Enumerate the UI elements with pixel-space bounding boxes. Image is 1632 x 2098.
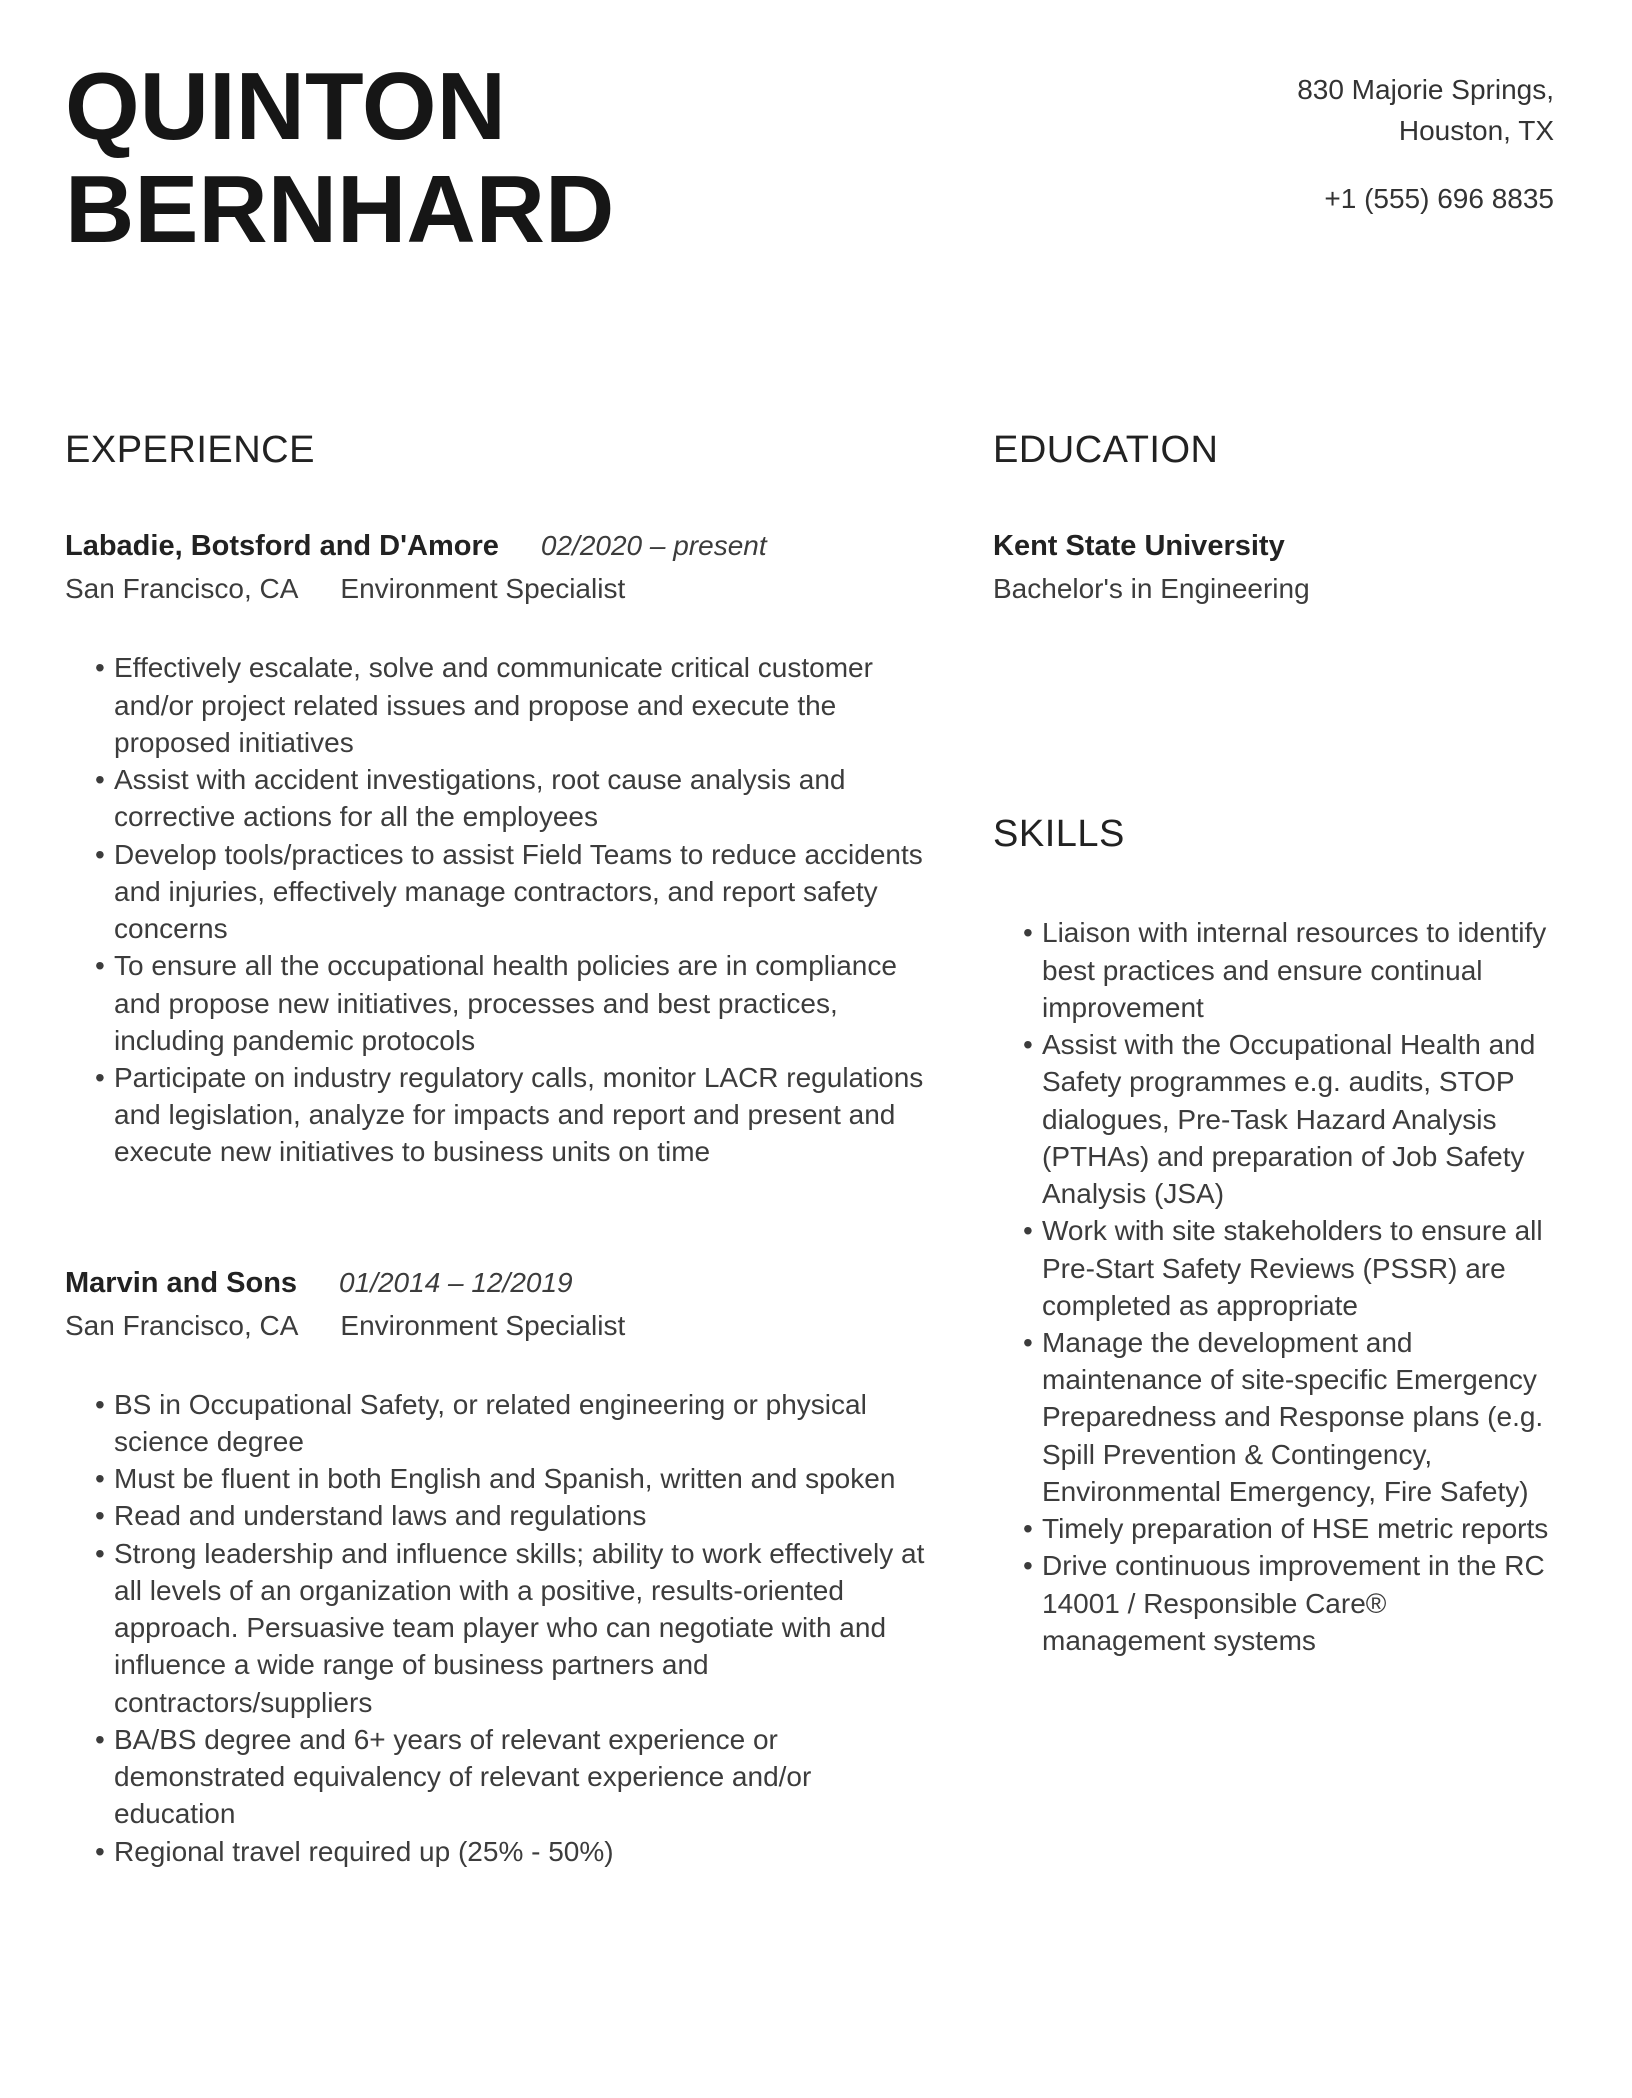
education-section xyxy=(993,429,1554,605)
job-subheader xyxy=(65,1310,937,1342)
left-column xyxy=(65,429,937,1965)
bullet-item: • Strong leadership and influence skills; ability to work effectively at all levels of an organization with a positive, results-oriented approach. Persuasive team player who can negotiate with and influence a wide range of business partners and contractors/suppliers xyxy=(95,1535,937,1721)
phone-number: +1 (555) 696 8835 xyxy=(1324,183,1554,215)
job-title: Environment Specialist xyxy=(340,573,626,605)
name-line-2: BERNHARD xyxy=(65,155,615,263)
bullet-item: • Participate on industry regulatory calls, monitor LACR regulations and legislation, analyze for impacts and report and present and execute new initiatives to business units on time xyxy=(95,1059,937,1171)
job-location: San Francisco, CA xyxy=(65,1309,299,1341)
company-name: Marvin and Sons xyxy=(65,1266,298,1299)
address-line-2: Houston, TX xyxy=(1398,114,1554,146)
job-entry xyxy=(65,530,937,1170)
skill-item: • Timely preparation of HSE metric reports xyxy=(1023,1510,1554,1547)
bullet-item: • Read and understand laws and regulations xyxy=(95,1497,937,1534)
skill-item: • Assist with the Occupational Health and Safety programmes e.g. audits, STOP dialogues, Pre-Task Hazard Analysis (PTHAs) and preparation of Job Safety Analysis (JSA) xyxy=(1023,1026,1554,1212)
bullet-item: • BS in Occupational Safety, or related engineering or physical science degree xyxy=(95,1386,937,1460)
job-location: San Francisco, CA xyxy=(65,573,299,605)
job-bullet-list xyxy=(65,649,937,1170)
job-bullet-list xyxy=(65,1386,937,1870)
skill-item: • Liaison with internal resources to identify best practices and ensure continual improvement xyxy=(1023,914,1554,1026)
right-column xyxy=(993,429,1554,1965)
degree: Bachelor's in Engineering xyxy=(993,573,1310,605)
skills-list xyxy=(993,914,1554,1659)
job-header xyxy=(65,1267,937,1300)
bullet-item: • BA/BS degree and 6+ years of relevant experience or demonstrated equivalency of relevant experience and/or education xyxy=(95,1721,937,1833)
bullet-item: • Must be fluent in both English and Spanish, written and spoken xyxy=(95,1460,937,1497)
experience-heading: EXPERIENCE xyxy=(65,429,315,472)
job-subheader xyxy=(65,573,937,605)
name-line-1: QUINTON xyxy=(65,53,506,160)
job-entry xyxy=(65,1267,937,1870)
job-header xyxy=(65,530,937,563)
company-name: Labadie, Botsford and D'Amore xyxy=(65,530,499,563)
address-line-1: 830 Majorie Springs, xyxy=(1297,74,1554,105)
job-title: Environment Specialist xyxy=(340,1309,626,1341)
skill-item: • Drive continuous improvement in the RC 14001 / Responsible Care® management systems xyxy=(1023,1547,1554,1659)
bullet-item: • To ensure all the occupational health policies are in compliance and propose new initiatives, processes and best practices, including pandemic protocols xyxy=(95,947,937,1059)
candidate-name xyxy=(65,53,615,263)
skill-item: • Manage the development and maintenance of site-specific Emergency Preparedness and Response plans (e.g. Spill Prevention & Contingency, Environmental Emergency, Fire Safety) xyxy=(1023,1324,1554,1510)
contact-info xyxy=(1297,56,1554,220)
experience-section xyxy=(65,429,937,1869)
education-heading: EDUCATION xyxy=(993,429,1219,472)
bullet-item: • Develop tools/practices to assist Field Teams to reduce accidents and injuries, effectively manage contractors, and report safety concerns xyxy=(95,836,937,948)
job-dates: 02/2020 – present xyxy=(540,530,767,562)
job-dates: 01/2014 – 12/2019 xyxy=(339,1266,573,1298)
skills-section xyxy=(993,813,1554,1659)
bullet-item: • Regional travel required up (25% - 50%) xyxy=(95,1833,937,1870)
content-columns xyxy=(65,429,1554,1965)
header xyxy=(65,53,1554,263)
bullet-item: • Assist with accident investigations, root cause analysis and corrective actions for all the employees xyxy=(95,761,937,835)
skill-item: • Work with site stakeholders to ensure all Pre-Start Safety Reviews (PSSR) are completed as appropriate xyxy=(1023,1212,1554,1324)
skills-heading: SKILLS xyxy=(993,813,1125,856)
bullet-item: • Effectively escalate, solve and communicate critical customer and/or project related issues and propose and execute the proposed initiatives xyxy=(95,649,937,761)
school-name: Kent State University xyxy=(993,530,1285,563)
